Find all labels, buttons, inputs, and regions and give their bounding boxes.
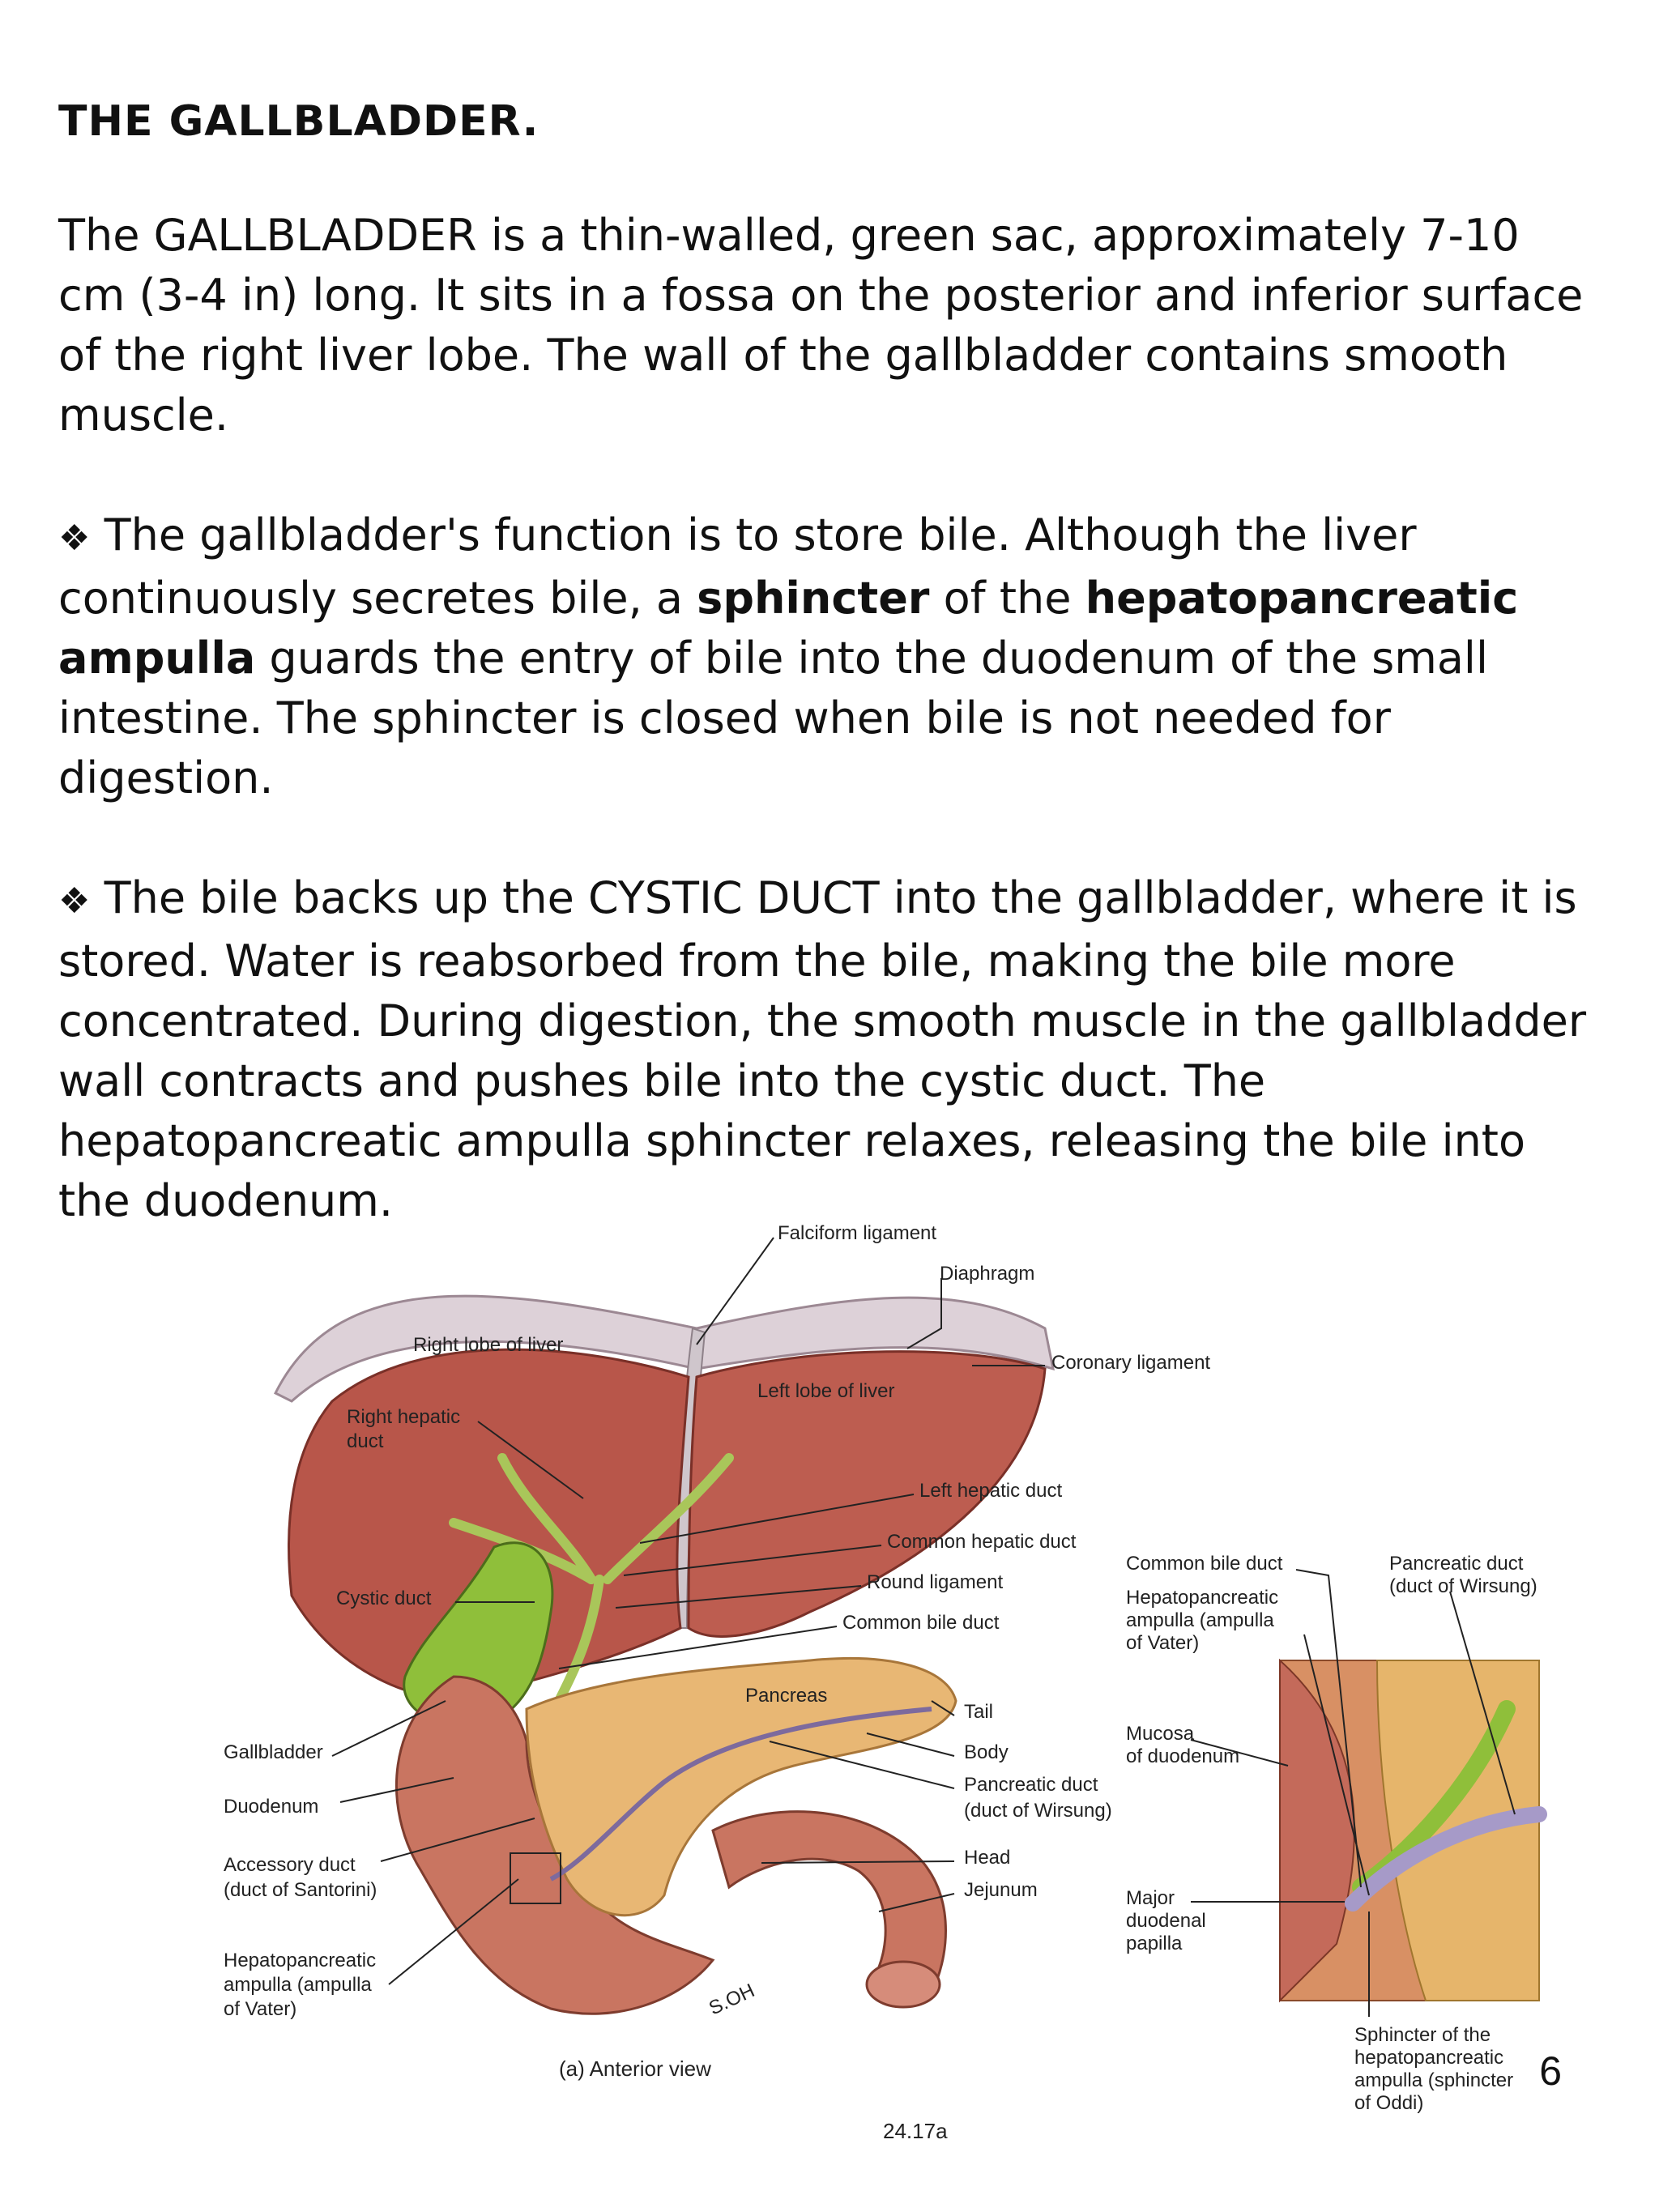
- label-diaphragm: Diaphragm: [940, 1263, 1035, 1285]
- label-inset-hepatopancreatic-ampulla-2: ampulla (ampulla: [1126, 1609, 1274, 1631]
- label-inset-sphincter-oddi-4: of Oddi): [1354, 2092, 1424, 2114]
- label-left-hepatic-duct: Left hepatic duct: [919, 1480, 1063, 1502]
- label-inset-mucosa-2: of duodenum: [1126, 1745, 1240, 1767]
- label-left-lobe: Left lobe of liver: [757, 1380, 895, 1402]
- label-pancreatic-duct: Pancreatic duct: [964, 1774, 1098, 1796]
- label-inset-mucosa: Mucosa: [1126, 1723, 1195, 1745]
- label-inset-sphincter-oddi-3: ampulla (sphincter: [1354, 2069, 1514, 2091]
- label-inset-common-bile-duct: Common bile duct: [1126, 1553, 1283, 1575]
- diamond-bullet-icon: ❖: [58, 880, 91, 922]
- label-coronary-ligament: Coronary ligament: [1051, 1352, 1211, 1374]
- label-hepatopancreatic-ampulla-2: ampulla (ampulla: [224, 1974, 372, 1996]
- bullet-storage: ❖ The bile backs up the CYSTIC DUCT into the gallbladder, where it is stored. Water is reabsorbed from the bile, making the bile more concentrated. During digestion, the smooth muscle in the gallbladder wall contracts and pushes bile into the cystic duct. The hepatopancreatic ampulla sphincter relaxes, releasing the bile into the duodenum.: [58, 872, 1587, 1226]
- label-accessory-duct-2: (duct of Santorini): [224, 1879, 377, 1901]
- page-number: 6: [1539, 2048, 1562, 2094]
- term-sphincter: sphincter: [697, 573, 930, 624]
- intro-paragraph: The GALLBLADDER is a thin-walled, green sac, approximately 7-10 cm (3-4 in) long. It sits in a fossa on the posterior and inferior surface of the right liver lobe. The wall of the gallbladder contains smooth muscle.: [58, 210, 1584, 441]
- label-right-hepatic-duct-2: duct: [347, 1430, 384, 1452]
- label-round-ligament: Round ligament: [867, 1571, 1004, 1593]
- label-head: Head: [964, 1847, 1011, 1869]
- label-inset-pancreatic-duct-2: (duct of Wirsung): [1389, 1575, 1537, 1597]
- label-hepatopancreatic-ampulla-3: of Vater): [224, 1998, 297, 2020]
- label-pancreas: Pancreas: [745, 1685, 828, 1707]
- artist-signature: S.OH: [706, 1980, 758, 2020]
- figure-number: 24.17a: [883, 2119, 948, 2143]
- bullet-function: ❖ The gallbladder's function is to store bile. Although the liver continuously secretes bile, a sphincter of the hepatopancreatic ampulla guards the entry of bile into the duodenum of the small intestine. The sphincter is closed when bile is not needed for digestion.: [58, 509, 1519, 803]
- label-pancreatic-duct-2: (duct of Wirsung): [964, 1800, 1112, 1822]
- label-falciform-ligament: Falciform ligament: [778, 1222, 937, 1244]
- page-title: THE GALLBLADDER.: [58, 97, 539, 146]
- label-right-lobe: Right lobe of liver: [413, 1334, 564, 1356]
- figure-caption-anterior: (a) Anterior view: [559, 2056, 711, 2081]
- label-body: Body: [964, 1741, 1009, 1763]
- label-inset-sphincter-oddi: Sphincter of the: [1354, 2024, 1491, 2046]
- label-inset-major-papilla-2: duodenal: [1126, 1910, 1206, 1932]
- label-hepatopancreatic-ampulla: Hepatopancreatic: [224, 1950, 377, 1971]
- diamond-bullet-icon: ❖: [58, 518, 91, 559]
- label-inset-major-papilla: Major: [1126, 1887, 1175, 1909]
- label-right-hepatic-duct: Right hepatic: [347, 1406, 461, 1428]
- label-cystic-duct: Cystic duct: [336, 1588, 432, 1609]
- label-tail: Tail: [964, 1701, 994, 1723]
- label-duodenum: Duodenum: [224, 1796, 319, 1818]
- label-jejunum: Jejunum: [964, 1879, 1038, 1901]
- label-common-hepatic-duct: Common hepatic duct: [887, 1531, 1077, 1553]
- jejunum-lumen: [867, 1962, 940, 2007]
- label-common-bile-duct: Common bile duct: [842, 1612, 1000, 1634]
- label-inset-hepatopancreatic-ampulla: Hepatopancreatic: [1126, 1587, 1279, 1609]
- label-gallbladder: Gallbladder: [224, 1741, 323, 1763]
- term-hepatopancreatic-ampulla: hepatopancreatic ampulla: [58, 573, 1519, 684]
- label-inset-pancreatic-duct: Pancreatic duct: [1389, 1553, 1524, 1575]
- label-accessory-duct: Accessory duct: [224, 1854, 356, 1876]
- label-inset-hepatopancreatic-ampulla-3: of Vater): [1126, 1632, 1200, 1654]
- label-inset-major-papilla-3: papilla: [1126, 1933, 1183, 1954]
- label-inset-sphincter-oddi-2: hepatopancreatic: [1354, 2047, 1504, 2069]
